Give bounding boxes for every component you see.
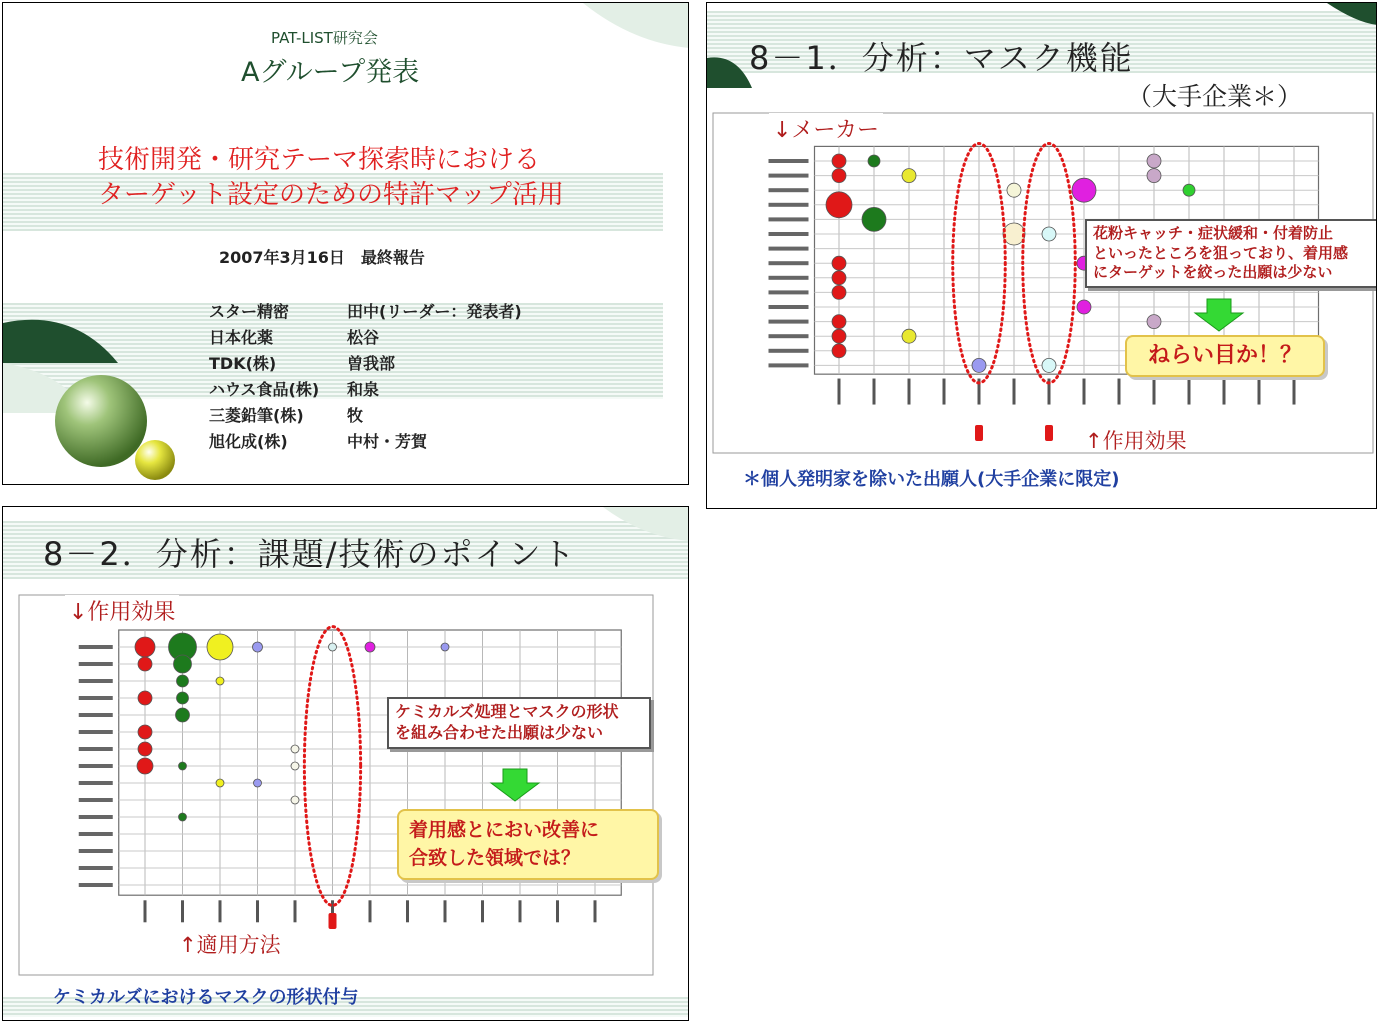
member-name: 牧 bbox=[347, 406, 364, 425]
member-name: 田中(リーダー：発表者) bbox=[347, 302, 522, 321]
member-company: 旭化成(株) bbox=[209, 432, 288, 451]
member-company: ハウス食品(株) bbox=[209, 380, 320, 399]
callout-line: を組み合わせた出願は少ない bbox=[395, 722, 604, 742]
subtitle-line-2: ターゲット設定のための特許マップ活用 bbox=[98, 180, 564, 210]
slide-issue-technology-points bbox=[2, 506, 689, 1021]
highlight-box bbox=[397, 809, 659, 880]
member-name: 松谷 bbox=[347, 328, 380, 347]
callout-line: 花粉キャッチ・症状緩和・付着防止 bbox=[1093, 224, 1334, 242]
slide-subtitle: （大手企業＊） bbox=[1127, 82, 1303, 111]
member-name: 曽我部 bbox=[347, 354, 396, 373]
slide-mask-function-analysis bbox=[706, 2, 1377, 509]
highlight-line: 着用感とにおい改善に bbox=[409, 819, 600, 841]
subtitle-line-1: 技術開発・研究テーマ探索時における bbox=[98, 145, 541, 175]
x-axis-label: ↑作用効果 bbox=[1085, 429, 1187, 453]
yellow-sphere bbox=[135, 440, 175, 480]
highlight-line: 合致した領域では？ bbox=[409, 846, 581, 869]
member-name: 和泉 bbox=[347, 380, 380, 399]
y-axis-label: ↓メーカー bbox=[769, 113, 883, 144]
member-company: TDK(株) bbox=[209, 354, 277, 373]
footer-caption: ケミカルズにおけるマスクの形状付与 bbox=[53, 987, 359, 1008]
y-axis-label: ↓作用効果 bbox=[65, 595, 179, 626]
slide-title: 8－1．分析：マスク機能 bbox=[749, 39, 1134, 77]
callout-line: ケミカルズ処理とマスクの形状 bbox=[395, 702, 619, 721]
x-axis-label: ↑適用方法 bbox=[179, 933, 281, 957]
member-name: 中村・芳賀 bbox=[347, 432, 428, 451]
member-company: 三菱鉛筆(株) bbox=[209, 406, 304, 425]
member-company: スター精密 bbox=[209, 302, 290, 321]
down-arrow-icon bbox=[491, 769, 539, 801]
member-company: 日本化薬 bbox=[209, 328, 274, 347]
slide-title: 8－2．分析：課題/技術のポイント bbox=[43, 535, 577, 573]
org-name: PAT-LIST研究会 bbox=[271, 29, 378, 47]
highlight-box: ねらい目か！？ bbox=[1125, 335, 1325, 377]
footnote: ＊個人発明家を除いた出願人(大手企業に限定) bbox=[743, 469, 1120, 490]
presentation-title: Aグループ発表 bbox=[241, 57, 420, 88]
dark-leaf-shape bbox=[3, 320, 118, 363]
slide-title bbox=[2, 2, 689, 485]
report-date: 2007年3月16日 最終報告 bbox=[219, 248, 425, 267]
green-sphere bbox=[55, 375, 147, 467]
callout-line: といったところを狙っており、着用感 bbox=[1093, 243, 1349, 262]
callout-line: にターゲットを絞った出願は少ない bbox=[1093, 263, 1333, 281]
down-arrow-icon bbox=[1195, 299, 1243, 331]
